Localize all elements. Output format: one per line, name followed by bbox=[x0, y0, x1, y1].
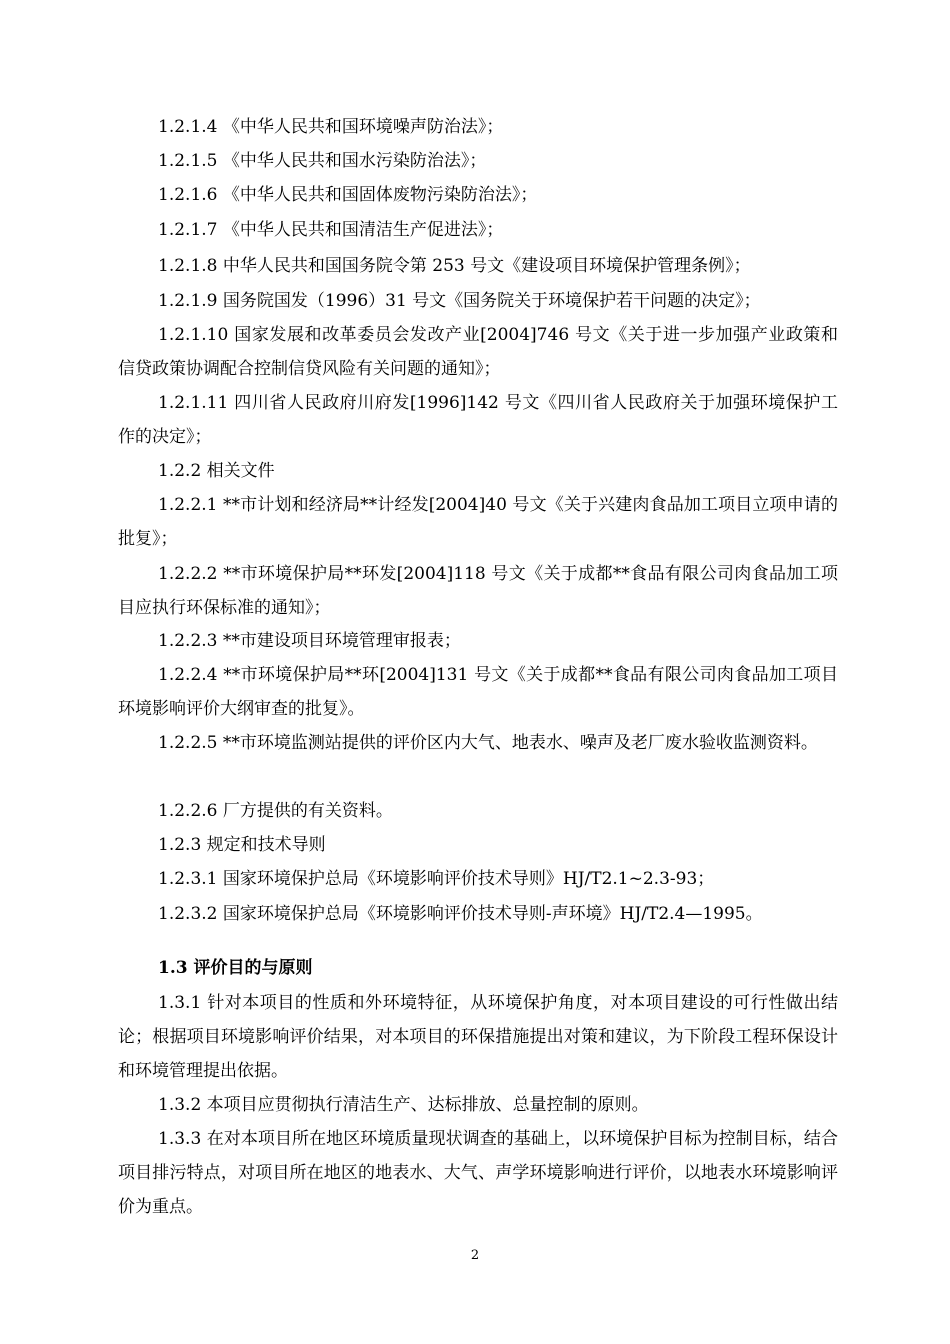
paragraph-1-2-2-4: 1.2.2.4 **市环境保护局**环[2004]131 号文《关于成都**食品有限公司肉食品加工项目环境影响评价大纲审查的批复》。 bbox=[118, 665, 838, 719]
paragraph-1-2-2-2: 1.2.2.2 **市环境保护局**环发[2004]118 号文《关于成都**食品有限公司肉食品加工项目应执行环保标准的通知》； bbox=[118, 564, 838, 618]
subheading-1-2-2: 1.2.2 相关文件 bbox=[158, 461, 275, 481]
paragraph-1-2-1-11: 1.2.1.11 四川省人民政府川府发[1996]142 号文《四川省人民政府关于加强环境保护工作的决定》； bbox=[118, 393, 838, 447]
page-number: 2 bbox=[470, 1248, 480, 1263]
subheading-1-2-3: 1.2.3 规定和技术导则 bbox=[158, 835, 326, 855]
paragraph-1-2-2-1: 1.2.2.1 **市计划和经济局**计经发[2004]40 号文《关于兴建肉食品加工项目立项申请的批复》； bbox=[118, 495, 838, 549]
paragraph-1-2-1-4: 1.2.1.4 《中华人民共和国环境噪声防治法》； bbox=[158, 117, 504, 137]
paragraph-1-3-2: 1.3.2 本项目应贯彻执行清洁生产、达标排放、总量控制的原则。 bbox=[158, 1095, 649, 1115]
paragraph-1-3-1: 1.3.1 针对本项目的性质和外环境特征，从环境保护角度，对本项目建设的可行性做出结论；根据项目环境影响评价结果，对本项目的环保措施提出对策和建议，为下阶段工程环保设计和环境管理提出依据。 bbox=[118, 993, 838, 1081]
paragraph-1-2-1-8: 1.2.1.8 中华人民共和国国务院令第 253 号文《建设项目环境保护管理条例》； bbox=[158, 256, 751, 276]
paragraph-1-2-1-5: 1.2.1.5 《中华人民共和国水污染防治法》； bbox=[158, 151, 487, 171]
paragraph-1-3-3: 1.3.3 在对本项目所在地区环境质量现状调查的基础上，以环境保护目标为控制目标，结合项目排污特点，对项目所在地区的地表水、大气、声学环境影响进行评价，以地表水环境影响评价为重点。 bbox=[118, 1129, 838, 1217]
paragraph-1-2-2-5: 1.2.2.5 **市环境监测站提供的评价区内大气、地表水、噪声及老厂废水验收监测资料。 bbox=[158, 733, 818, 753]
paragraph-1-2-2-3: 1.2.2.3 **市建设项目环境管理审报表； bbox=[158, 631, 461, 651]
paragraph-1-2-1-7: 1.2.1.7 《中华人民共和国清洁生产促进法》； bbox=[158, 220, 504, 240]
section-heading-1-3: 1.3 评价目的与原则 bbox=[158, 958, 313, 978]
paragraph-1-2-2-6: 1.2.2.6 厂方提供的有关资料。 bbox=[158, 801, 393, 821]
paragraph-1-2-1-10: 1.2.1.10 国家发展和改革委员会发改产业[2004]746 号文《关于进一步加强产业政策和信贷政策协调配合控制信贷风险有关问题的通知》； bbox=[118, 325, 838, 379]
paragraph-1-2-1-6: 1.2.1.6 《中华人民共和国固体废物污染防治法》； bbox=[158, 185, 538, 205]
paragraph-1-2-1-9: 1.2.1.9 国务院国发（1996）31 号文《国务院关于环境保护若干问题的决定》； bbox=[158, 291, 761, 311]
paragraph-1-2-3-2: 1.2.3.2 国家环境保护总局《环境影响评价技术导则-声环境》HJ/T2.4—1995。 bbox=[158, 904, 763, 924]
paragraph-1-2-3-1: 1.2.3.1 国家环境保护总局《环境影响评价技术导则》HJ/T2.1~2.3-93； bbox=[158, 869, 715, 889]
